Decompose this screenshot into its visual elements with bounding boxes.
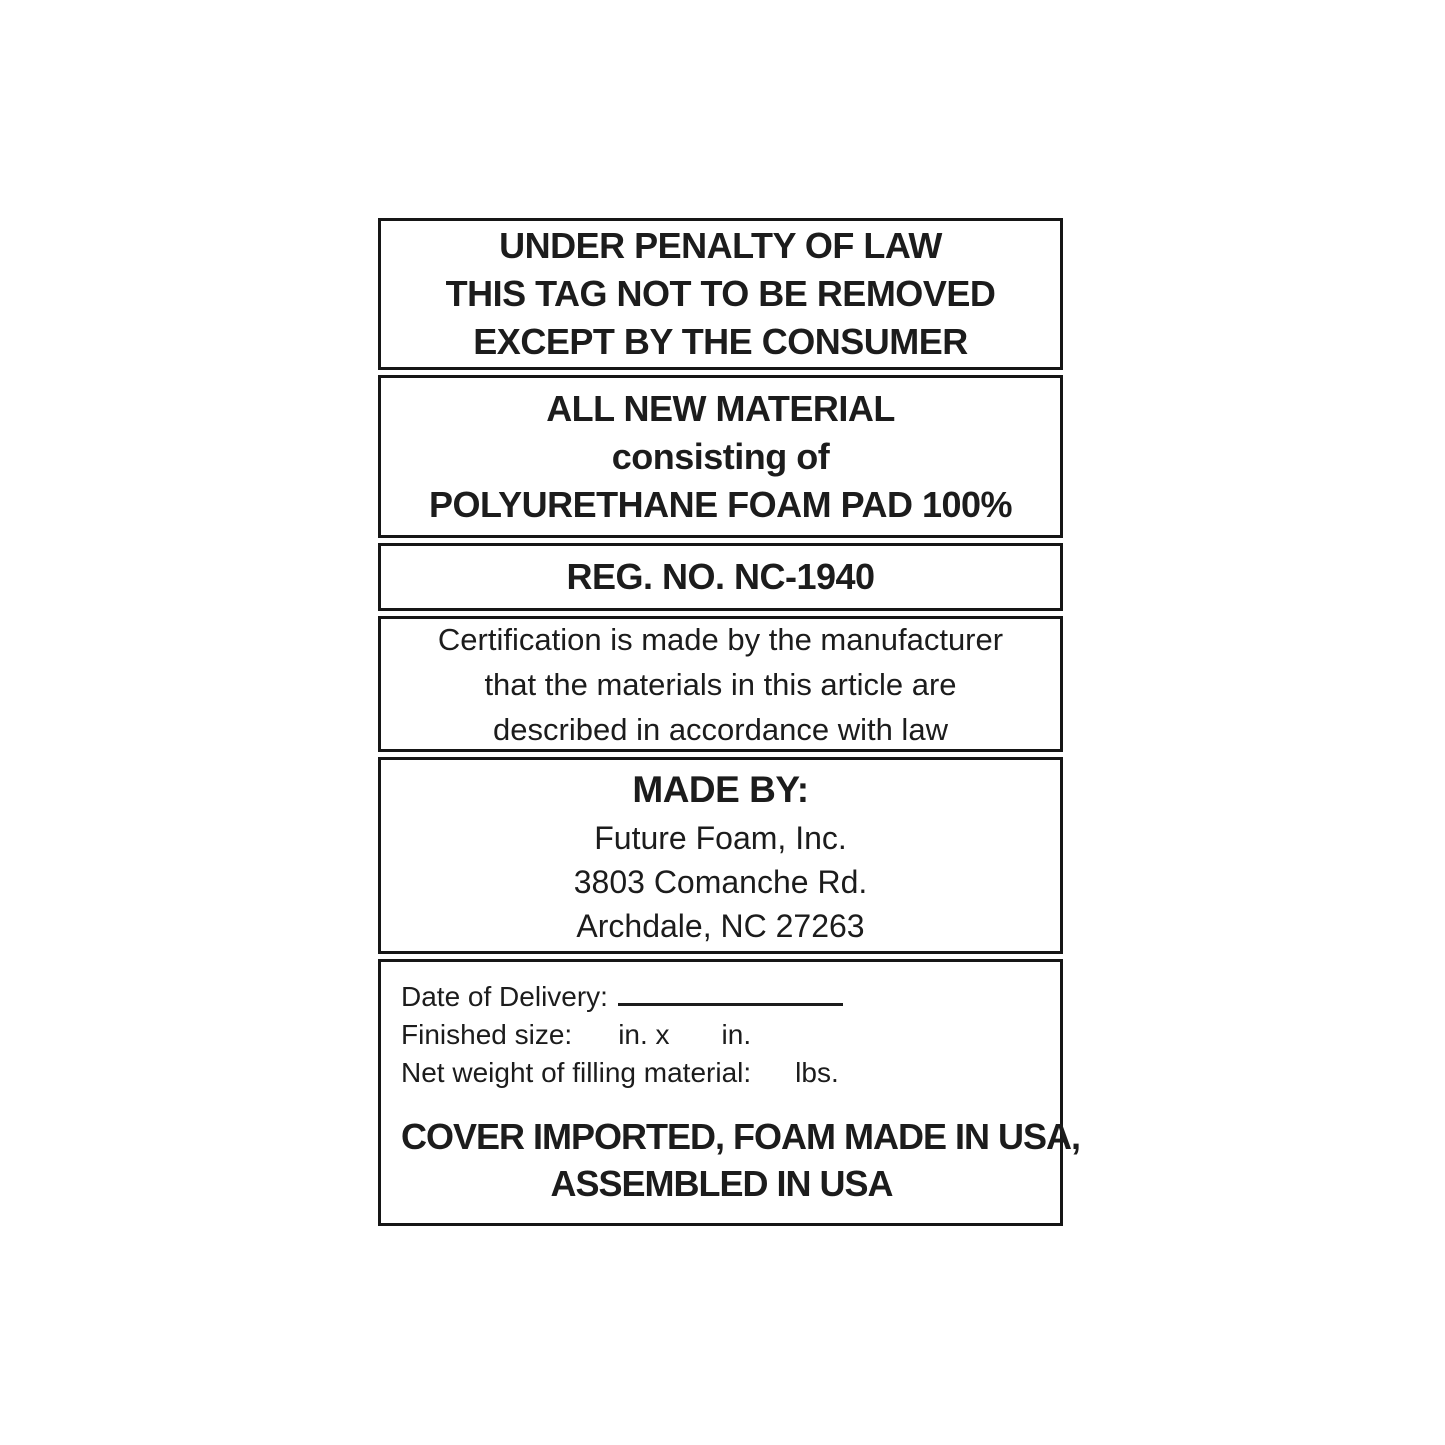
origin-line-1: COVER IMPORTED, FOAM MADE IN USA,: [401, 1116, 1081, 1157]
net-weight-row: [401, 1054, 1042, 1092]
section-material-contents: [378, 375, 1063, 538]
section-registration-number: [378, 543, 1063, 611]
section-certification: [378, 616, 1063, 752]
material-line-2: consisting of: [611, 435, 830, 477]
finished-size-inches-x: in. x: [618, 1019, 670, 1050]
material-line-1: ALL NEW MATERIAL: [546, 387, 895, 429]
date-of-delivery-blank: [618, 982, 843, 1006]
manufacturer-city-state-zip: Archdale, NC 27263: [576, 907, 865, 944]
section-made-by: [378, 757, 1063, 954]
penalty-line-1: UNDER PENALTY OF LAW: [499, 225, 942, 266]
law-tag: [378, 218, 1081, 1226]
material-line-3: POLYURETHANE FOAM PAD 100%: [428, 483, 1013, 525]
origin-line-2: ASSEMBLED IN USA: [550, 1163, 893, 1204]
finished-size-row: [401, 1016, 1042, 1054]
date-of-delivery-label: Date of Delivery:: [401, 981, 608, 1012]
manufacturer-name: Future Foam, Inc.: [594, 819, 847, 856]
registration-number: REG. NO. NC-1940: [566, 556, 875, 597]
date-of-delivery-row: [401, 978, 1042, 1016]
section-delivery-details: [378, 959, 1081, 1226]
penalty-line-2: THIS TAG NOT TO BE REMOVED: [445, 273, 996, 314]
finished-size-inches: in.: [721, 1019, 752, 1050]
origin-statement: [401, 1113, 1081, 1213]
certification-line-1: Certification is made by the manufacturer: [437, 621, 1004, 657]
net-weight-label: Net weight of filling material:: [401, 1057, 752, 1088]
certification-line-3: described in accordance with law: [493, 711, 948, 747]
penalty-line-3: EXCEPT BY THE CONSUMER: [473, 321, 968, 362]
certification-line-2: that the materials in this article are: [484, 666, 957, 702]
net-weight-unit: lbs.: [795, 1057, 839, 1088]
section-penalty-notice: [378, 218, 1063, 370]
manufacturer-street: 3803 Comanche Rd.: [573, 863, 868, 900]
made-by-heading: MADE BY:: [632, 768, 809, 810]
finished-size-label: Finished size:: [401, 1019, 573, 1050]
